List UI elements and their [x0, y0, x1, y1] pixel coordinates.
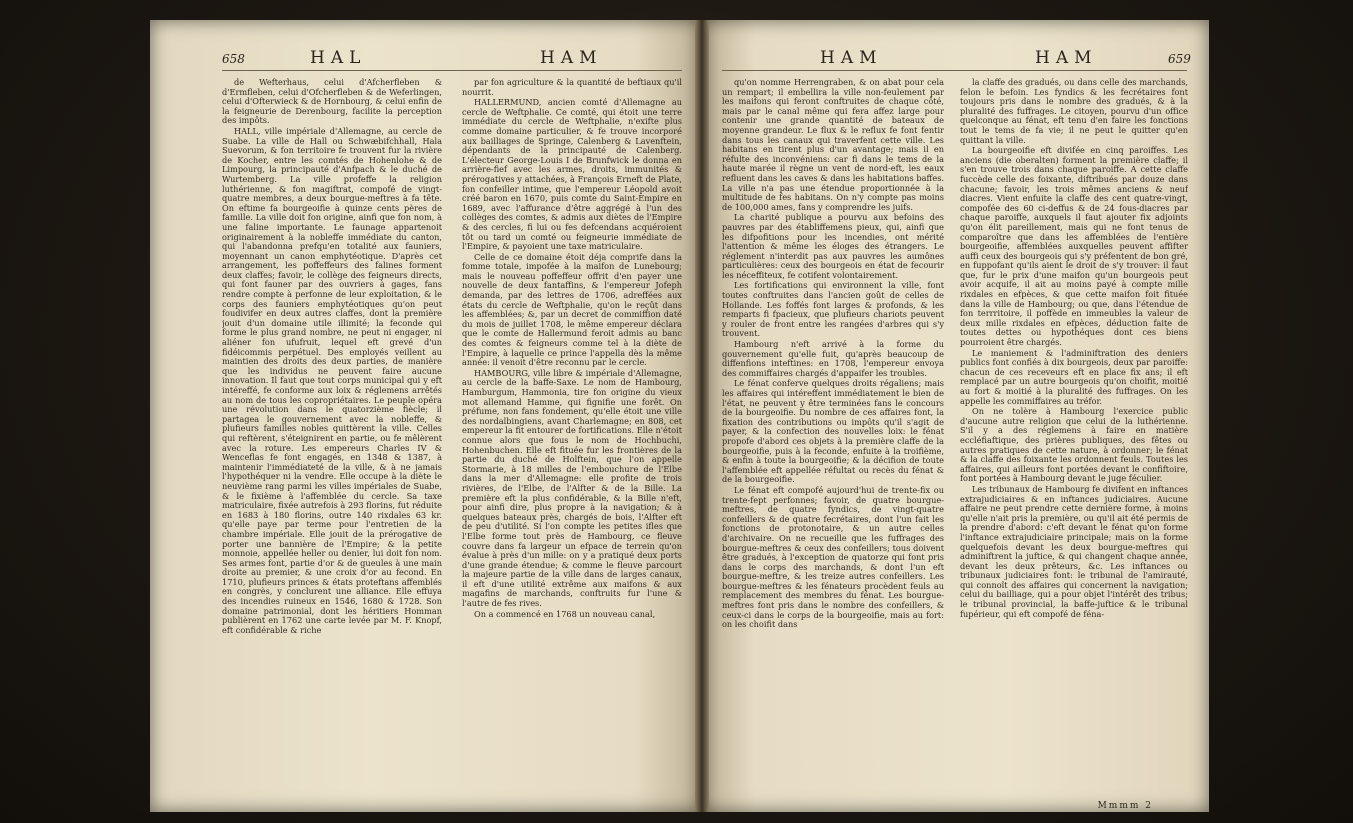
signature-mark: Mmmm 2: [1097, 801, 1153, 811]
text-paragraph: La charité publique a pourvu aux befoins des pauvres par des établiffemens pieux, qui, ainfi que les difpofitions pour les incendies, ont mérité l'attention & même les éloges des étrangers. Le réglement n'interdit pas aux pauvres les aumônes particulières: ceux des bourgeois en état de fecourir les néceffiteux, fe cotifent volontairement.: [722, 212, 944, 280]
text-paragraph: HAMBOURG, ville libre & impériale d'Allemagne, au cercle de la baffe-Saxe. Le nom de Hambourg, Hamburgum, Hammonia, tire fon origine du vieux mot allemand Hamme, qui fignifie une forêt. On préfume, non fans fondement, qu'elle étoit une ville des nordalbingiens, avant Charlemagne; en 808, cet empereur la fit entourer de fortifications. Elle n'étoit connue alors que fous le nom de Hochbuchi, Hohenbuchen. Elle eft fituée fur les frontières de la partie du duché de Holftein, que l'on appelle Stormarie, à 18 milles de l'embouchure de l'Elbe dans la mer d'Allemagne: elle profite de trois rivières, de l'Elbe, de l'Alfter & de la Bille. La première eft la plus confidérable, & la Bille n'eft, pour ainfi dire, plus propre à la navigation; & à quelques bateaux près, chargés de bois, l'Alfter eft de peu d'utilité. Si l'on compte les petites ifles que l'Elbe forme tout près de Hambourg, ce fleuve couvre dans fa largeur un efpace de terrein qu'on évalue à près d'un mille: on y a pratiqué deux ports d'une grande étendue; & comme le fleuve parcourt la majeure partie de la ville dans de larges canaux, il eft d'une utilité extrême aux maifons & aux magafins de marchands, conftruits fur l'une & l'autre de fes rives.: [462, 367, 682, 609]
right-page-number: 659: [1168, 52, 1191, 66]
right-header-right: HAM: [1035, 48, 1098, 68]
text-paragraph: Celle de ce domaine étoit déja comprife dans la fomme totale, impofée à la maifon de Lunebourg; mais le nouveau poffeffeur offrit d'en payer une nouvelle de deux fantaffins, & l'empereur Jofeph demanda, par des lettres de 1706, adreffées aux états du cercle de Weftphalie, qu'on le reçût dans les affemblées; &, par un decret de commiffion daté du mois de juillet 1708, le même empereur déclara que le comte de Hallermund feroit admis au banc des comtes & feigneurs comme tel à la diète de l'Empire, à laquelle ce prince l'appella dès la même année: il venoit d'être reconnu par le cercle.: [462, 251, 682, 368]
right-column-1: [722, 78, 944, 778]
text-paragraph: HALL, ville impériale d'Allemagne, au cercle de Suabe. La ville de Hall ou Schwæbifchhall, Hala Suevorum, & fon territoire fe trouvent fur la rivière de Kocher, entre les comtés de Hohenlohe & de Limpourg, la principauté d'Anfpach & le duché de Wurtemberg. La ville profeffe la religion luthérienne, & fon magiftrat, compofé de vingt-quatre membres, a deux bourgue-meftres à fa tête. On eftime fa bourgeoifie à quinze cents pères de famille. La ville doit fon origine, ainfi que fon nom, à une faline importante. Le faunage appartenoit originairement à la nobleffe immédiate du canton, qui l'abandonna prefqu'en totalité aux fauniers, moyennant un canon emphytéotique. D'après cet arrangement, les poffeffeurs des falines forment deux claffes; favoir, le collège des feigneurs directs, qui font fauner par des ouvriers à gages, fans rendre compte à perfonne de leur exploitation, & le corps des fauniers emphytéotiques qu'on peut foudivifer en deux autres claffes, dont la première jouit d'un domaine utile illimité; la feconde qui forme le plus grand nombre, ne peut ni engager, ni aliéner fon ufufruit, lequel eft grevé d'un fidéicommis perpétuel. Des employés veillent au maintien des droits des deux parties, de manière que les individus ne peuvent faire aucune innovation. Il faut que tout corps municipal qui y eft intéreffé, fe conforme aux loix & réglemens arrêtés au nom de tous les copropriétaires. Le peuple opéra une révolution dans le quatorzième fiècle; il partagea le gouvernement avec la nobleffe, & plufieurs familles nobles quittèrent la ville. Celles qui reftèrent, s'éteignirent en partie, ou fe mêlèrent avec la roture. Les empereurs Charles IV & Wenceflas fe font engagés, en 1348 & 1387, à maintenir l'immédiateté de la ville, & à ne jamais l'hypothéquer ni la vendre. Elle occupe à la diète le neuvième rang parmi les villes impériales de Suabe, & le fixième à l'affemblée du cercle. Sa taxe matriculaire, fixée autrefois à 293 florins, fut réduite en 1683 à 180 florins, outre 140 rixdales 63 kr. qu'elle paye par terme pour l'entretien de la chambre impériale. Elle jouit de la prérogative de porter une bannière de l'Empire; & la petite monnoie, appellée heller ou denier, lui doit fon nom. Ses armes font, partie d'or & de gueules à une main droite au premier, & une croix d'or au fecond. En 1710, plufieurs princes & états proteftans affemblés en congrès, y conclurent une alliance. Elle effuya des incendies ruineux en 1546, 1680 & 1728. Son domaine patrimonial, dont les héritiers Homman publièrent en 1762 une carte levée par M. F. Knopf, eft confidérable & riche: [222, 125, 442, 635]
right-header-left: HAM: [820, 48, 883, 68]
book-gutter: [695, 20, 709, 812]
left-page-number: 658: [222, 52, 245, 66]
left-header-left: HAL: [310, 48, 367, 68]
text-paragraph: qu'on nomme Herrengraben, & on abat pour cela un rempart; il embellira la ville non-feulement par les maifons qui feront conftruites de chaque côté, mais par le canal même qui fera affez large pour contenir une grande quantité de bateaux de moyenne grandeur. Le flux & le reflux fe font fentir dans tous les canaux qui traverfent cette ville. Les habitans en tirent plus d'un avantage; mais il en réfulte des inconvéniens: car fi dans le tems de la haute marée il règne un vent de nord-eft, les eaux refluent dans les caves & dans les habitations baffes. La ville n'a pas une étendue proportionnée à la multitude de fes habitans. On n'y compte pas moins de 100,000 ames, fans y comprendre les juifs.: [722, 78, 944, 212]
left-header-rule: [222, 70, 682, 71]
left-column-1: [222, 78, 442, 778]
right-header-rule: [722, 70, 1187, 71]
text-paragraph: Le maniement & l'adminiftration des deniers publics font confiés à dix bourgeois, deux par paroiffe: chacun de ces receveurs eft en place fix ans; il eft remplacé par un autre bourgeois qu'on choifit, moitié au fort & moitié à la pluralité des fuffrages. On les appelle les commiffaires au tréfor.: [960, 347, 1188, 406]
text-paragraph: HALLERMUND, ancien comté d'Allemagne au cercle de Weftphalie. Ce comté, qui étoit une terre immédiate du cercle de Weftphalie, n'exifte plus comme domaine particulier, & fe trouve incorporé aux bailliages de Springe, Calenberg & Lavenftein, dépendants de la principauté de Calenberg. L'électeur George-Louis I de Brunfwick le donna en arrière-fief avec les armes, droits, immunités & prérogatives y attachées, à François Erneft de Plate, fon confeiller intime, que l'empereur Léopold avoit créé baron en 1670, puis comte du Saint-Empire en 1689, avec l'affurance d'être aggrégé à l'un des collèges des comtes, & admis aux diètes de l'Empire & des cercles, fi lui ou fes defcendans acquéroient tôt ou tard un comté ou feigneurie immédiate de l'Empire, & payoient une taxe matriculaire.: [462, 97, 682, 252]
text-paragraph: la claffe des gradués, ou dans celle des marchands, felon le befoin. Les fyndics & les fecrétaires font toujours pris dans le nombre des gradués, & à la pluralité des fuffrages. Le citoyen, pourvu d'un office quelconque au fénat, eft tenu d'en faire les fonctions tout le tems de fa vie; il ne peut le quitter qu'en quittant la ville.: [960, 78, 1188, 145]
text-paragraph: La bourgeoifie eft divifée en cinq paroiffes. Les anciens (die oberalten) forment la première claffe; il s'en trouve trois dans chaque paroiffe. A cette claffe fuccède celle des foixante, diftribués par douze dans chacune; favoir, les trois mêmes anciens & neuf diacres. Vient enfuite la claffe des cent quatre-vingt, compofée des 60 ci-deffus & de 24 fous-diacres par chaque paroiffe, auxquels il faut ajouter fix adjoints qu'on élit pareillement, mais qui ne font tenus de comparoître que dans les affemblées de l'entière bourgeoifie, affemblées auxquelles peuvent affifter auffi ceux des bourgeois qui s'y préfentent de bon gré, en fuppofant qu'ils aient le droit de s'y trouver: il faut que, fur le prix d'une maifon qu'un bourgeois peut avoir acquife, il ait au moins payé à compte mille rixdales en efpèces, & que cette maifon foit fituée dans la ville de Hambourg; ou que, dans l'étendue de fon terrritoire, il poffède en immeubles la valeur de deux mille rixdales en efpèces, déduction faite de toutes dettes ou hypothéques dont ces biens pourroient être chargés.: [960, 145, 1188, 348]
text-paragraph: On a commencé en 1768 un nouveau canal,: [474, 608, 656, 619]
text-paragraph: de Wefterhaus, celui d'Afcherfleben & d'Ermfleben, celui d'Ofcherfleben & de Weferlingen, celui d'Ofterwieck & de Hornbourg, & celui enfin de la feigneurie de Derenbourg, facilite la perception des impôts.: [222, 78, 442, 126]
text-paragraph: par fon agriculture & la quantité de beftiaux qu'il nourrit.: [462, 78, 682, 97]
text-paragraph: Le fénat eft compofé aujourd'hui de trente-fix ou trente-fept perfonnes; favoir, de quatre bourgue-meftres, de quatre fyndics, de vingt-quatre confeillers & de quatre fecrétaires, dont l'un fait les fonctions de protonotaire, & un autre celles d'archivaire. On ne recueille que les fuffrages des bourgue-meftres & ceux des confeillers; tous doivent être gradués, à l'exception de quatorze qui font pris dans le corps des marchands, & dont l'un eft bourgue-meftre, & les treize autres confeillers. Les bourgue-meftres & les fénateurs procèdent feuls au remplacement des membres du fénat. Les bourgue-meftres font pris dans le nombre des confeillers, & ceux-ci dans le corps de la bourgeoifie, mais au fort: on les choifit dans: [722, 484, 944, 630]
text-paragraph: Les fortifications qui environnent la ville, font toutes conftruites dans l'ancien goût de celles de Hollande. Les foffés font larges & profonds, & les remparts fi fpacieux, que plufieurs chariots peuvent y rouler de front entre les rangées d'arbres qui s'y trouvent.: [722, 280, 944, 339]
text-paragraph: On ne tolère à Hambourg l'exercice public d'aucune autre religion que celui de la luthérienne. S'il y a des réglemens à faire en matière eccléfiaftique, des prières publiques, des fêtes ou autres pratiques de cette nature, à ordonner; le fénat & la claffe des foixante les ordonnent feuls. Toutes les affaires, qui ailleurs font portées devant le confiftoire, font portées à Hambourg devant le juge féculier.: [960, 406, 1188, 484]
text-paragraph: Les tribunaux de Hambourg fe divifent en inftances extrajudiciaires & en inftances judiciaires. Aucune affaire ne peut prendre cette dernière forme, à moins qu'elle n'ait pris la première, ou qu'il ait été permis de la prendre d'abord: c'eft devant le fénat qu'on forme l'inftance extrajudiciaire principale; mais on la forme quelquefois devant les deux bourgue-meftres qui adminiftrent la juftice, & qui changent chaque année, devant les deux prêteurs, &c. Les inftances ou tribunaux judiciaires font: le tribunal de l'amirauté, qui connoît des affaires qui concernent la navigation; celui du bailliage, qui a pour objet l'intérêt des tribus; le tribunal provincial, la baffe-juftice & le tribunal fupérieur, qui eft compofé de féna-: [960, 483, 1188, 619]
left-column-2: [462, 78, 682, 778]
left-header-right: HAM: [540, 48, 603, 68]
text-paragraph: Hambourg n'eft arrivé à la forme du gouvernement qu'elle fuit, qu'après beaucoup de diffenfions inteftines: en 1708, l'empereur envoya des commiffaires chargés d'appaifer les troubles.: [722, 339, 944, 378]
right-column-2: [960, 78, 1188, 768]
text-paragraph: Le fénat conferve quelques droits régaliens; mais les affaires qui intéreffent immédiatement le bien de l'état, ne peuvent y être terminées fans le concours de la bourgeoifie. Du nombre de ces affaires font, la fixation des contributions ou impôts qu'il s'agit de payer, & la confection des nouvelles loix: le fénat propofe d'abord ces objets à la première claffe de la bourgeoifie, puis à la feconde, enfuite à la troifième, & enfin à toute la bourgeoifie; & la décifion de toute l'affemblée eft appellée réfultat ou recès du fénat & de la bourgeoifie.: [722, 378, 944, 485]
